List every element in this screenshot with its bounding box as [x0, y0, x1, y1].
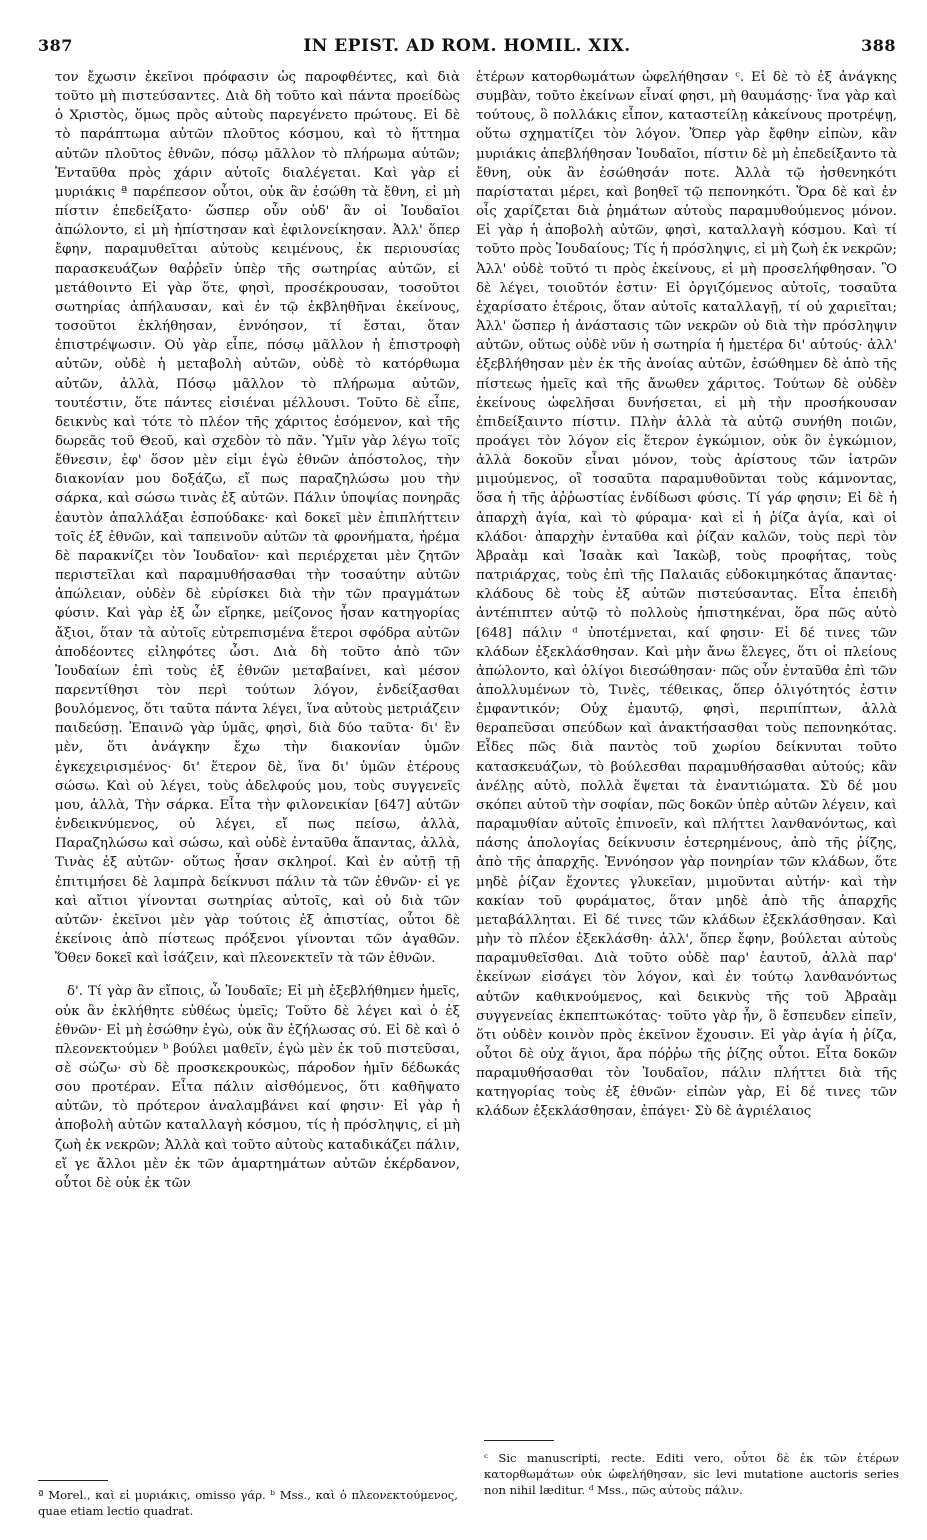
footnotes-right: ᶜ Sic manuscripti, recte. Editi vero, οὗτοι δὲ ἐκ τῶν ἑτέρων κατορθωμάτων οὐκ ὠφελήθησαν, sic levi mutatione auctoris series non nihil læditur. ᵈ Mss., πῶς αὐτοὺς πάλιν. [484, 1451, 899, 1497]
left-column [55, 68, 460, 1500]
running-title: IN EPIST. AD ROM. HOMIL. XIX. [303, 36, 631, 56]
page-number-right: 388 [861, 36, 896, 55]
footnote-rule-left [38, 1480, 108, 1481]
footnote-rule-right [484, 1440, 554, 1441]
page-number-left: 387 [38, 36, 73, 55]
right-paragraph-1: ἑτέρων κατορθωμάτων ὠφελήθησαν ᶜ. Εἰ δὲ τὸ ἐξ ἀνάγκης συμβὰν, τοῦτο ἐκείνων εἶναί φησι, μὴ θαυμάσῃς· ἵνα γὰρ καὶ τούτους, ὃ πολλάκις εἶπον, καταστείλῃ κἀκείνους προτρέψῃ, οὕτω σχηματίζει τὸν λόγον. Ὅπερ γὰρ ἔφθην εἰπὼν, κἂν μυριάκις ἀπεβλήθησαν Ἰουδαῖοι, πίστιν δὲ μὴ ἐπεδείξαντο τὰ ἔθνη, οὐκ ἂν ἐσώθησάν ποτε. Ἀλλὰ τῷ ἠσθενηκότι παρίσταται μέρει, καὶ βοηθεῖ τῷ πεπονηκότι. Ὅρα δὲ καὶ ἐν οἷς χαρίζεται διὰ ῥημάτων αὐτοὺς παραμυθούμενος μόνον. Εἰ γὰρ ἡ ἀποβολὴ αὐτῶν, φησὶ, καταλλαγὴ κόσμου. Καὶ τί τοῦτο πρὸς Ἰουδαίους; Τίς ἡ πρόσληψις, εἰ μὴ ζωὴ ἐκ νεκρῶν; Ἀλλ' οὐδὲ τοῦτό τι πρὸς ἐκείνους, εἰ μὴ προσελήφθησαν. Ὃ δὲ λέγει, τοιοῦτόν ἐστιν· Εἰ ὀργιζόμενος αὐτοῖς, τοσαῦτα ἐχαρίσατο ἑτέροις, ὅταν αὐτοῖς καταλλαγῇ, τί οὐ χαριεῖται; Ἀλλ' ὥσπερ ἡ ἀνάστασις τῶν νεκρῶν οὐ διὰ τὴν πρόσληψιν αὐτῶν, οὕτως οὐδὲ νῦν ἡ σωτηρία ἡ ἡμετέρα δι' αὐτούς· ἀλλ' ἐξεβλήθησαν μὲν ἐκ τῆς ἀνοίας αὐτῶν, ἐσώθημεν δὲ ἀπὸ τῆς πίστεως ἡμεῖς καὶ τῆς ἄνωθεν χάριτος. Τούτων δὲ οὐδὲν ἐκείνους ὠφελῆσαι δυνήσεται, εἰ μὴ τὴν προσήκουσαν ἐπιδείξαιντο πίστιν. Πλὴν ἀλλὰ τὰ αὐτῷ συνήθη ποιῶν, προάγει τὸν λόγον εἰς ἕτερον ἐγκώμιον, οὐκ ὂν ἐγκώμιον, ἀλλὰ δοκοῦν εἶναι μόνον, τοὺς ἀρίστους τῶν ἰατρῶν μιμούμενος, οἳ τοσαῦτα παραμυθοῦνται τοὺς κάμνοντας, ὅσα ἡ τῆς ἀῤῥωστίας ἐνδίδωσι φύσις. Τί γάρ φησιν; Εἰ δὲ ἡ ἀπαρχὴ ἁγία, καὶ τὸ φύραμα· καὶ εἰ ἡ ῥίζα ἁγία, καὶ οἱ κλάδοι· ἀπαρχὴν ἐνταῦθα καὶ ῥίζαν καλῶν, τοὺς περὶ τὸν Ἀβραὰμ καὶ Ἰσαὰκ καὶ Ἰακὼβ, τοὺς προφήτας, τοὺς πατριάρχας, τοὺς ἐπὶ τῆς Παλαιᾶς εὐδοκιμηκότας ἅπαντας· κλάδους δὲ τοὺς ἐξ αὐτῶν πιστεύσαντας. Εἶτα ἐπειδὴ ἀντέπιπτεν αὐτῷ τὸ πολλοὺς ἠπιστηκέναι, ὅρα πῶς αὐτὸ [648] πάλιν ᵈ ὑποτέμνεται, καί φησιν· Εἰ δέ τινες τῶν κλάδων ἐξεκλάσθησαν. Καὶ μὴν ἄνω ἔλεγες, ὅτι οἱ πλείους ἀπώλοντο, καὶ ὀλίγοι διεσώθησαν· πῶς οὖν ἐνταῦθα ἐπὶ τῶν ἀπολλυμένων τὸ, Τινὲς, τέθεικας, ὅπερ ὀλιγότητός ἐστιν ἐμφαντικόν; Οὐχ ἐμαυτῷ, φησὶ, περιπίπτων, ἀλλὰ θεραπεῦσαι σπεύδων καὶ ἀνακτήσασθαι τοὺς πεπονηκότας. Εἶδες πῶς διὰ παντὸς τοῦ χωρίου δείκνυται τοῦτο κατασκευάζων, τὸ βούλεσθαι παραμυθήσασθαι αὐτούς; κἂν ἀνέλῃς αὐτὸ, πολλὰ ἕψεται τὰ ἐναντιώματα. Σὺ δέ μου σκόπει αὐτοῦ τὴν σοφίαν, πῶς δοκῶν ὑπὲρ αὐτῶν λέγειν, καὶ παραμυθίαν αὐτοῖς ἐπινοεῖν, καὶ πλήττει λανθανόντως, καὶ πάσης ἀπολογίας δείκνυσιν ἐστερημένους, ἀπὸ τῆς ῥίζης, ἀπὸ τῆς ἀπαρχῆς. Ἐννόησον γὰρ πονηρίαν τῶν κλάδων, ὅτε μηδὲ ῥίζαν ἔχοντες γλυκεῖαν, μιμοῦνται αὐτήν· καὶ τὴν κακίαν τοῦ φυράματος, ὅταν μηδὲ ἀπὸ τῆς ἀπαρχῆς μεταβάλληται. Εἰ δέ τινες τῶν κλάδων ἐξεκλάσθησαν. Καὶ μὴν τὸ πλέον ἐξεκλάσθη· ἀλλ', ὅπερ ἔφην, βούλεται αὐτοὺς παραμυθεῖσθαι. Διὰ τοῦτο οὐδὲ παρ' ἑαυτοῦ, ἀλλὰ παρ' ἐκείνων εἰσάγει τὸν λόγον, καὶ ἐν τούτῳ λανθανόντως αὐτῶν καθικνούμενος, καὶ δεικνὺς τῆς τοῦ Ἀβραὰμ συγγενείας ἐκπεπτωκότας· τοῦτο γὰρ ἦν, ὃ ἔσπευδεν εἰπεῖν, ὅτι οὐδὲν κοινὸν πρὸς ἐκεῖνον ἔχουσιν. Εἰ γὰρ ἁγία ἡ ῥίζα, οὗτοι δὲ οὐχ ἅγιοι, ἄρα πόῤῥω τῆς ῥίζης οὗτοι. Εἶτα δοκῶν παραμυθήσασθαι τὸν Ἰουδαῖον, πάλιν πλήττει διὰ τῆς κατηγορίας τοὺς ἐξ ἐθνῶν· εἰπὼν γὰρ, Εἰ δέ τινες τῶν κλάδων ἐξεκλάσθησαν, ἐπάγει· Σὺ δὲ ἀγριέλαιος [476, 70, 897, 1120]
page-header [38, 36, 896, 60]
left-paragraph-1: τον ἔχωσιν ἐκεῖνοι πρόφασιν ὡς παροφθέντες, καὶ διὰ τοῦτο μὴ πιστεύσαντες. Διὰ δὴ τοῦτο καὶ πάντα προείδὼς ὁ Χριστὸς, ὅμως πρὸς αὐτοὺς παρεγένετο πρώτους. Εἰ δὲ τὸ παράπτωμα αὐτῶν πλοῦτος κόσμου, καὶ τὸ ἥττημα αὐτῶν πλοῦτος ἐθνῶν, πόσῳ μᾶλλον τὸ πλήρωμα αὐτῶν; Ἐνταῦθα πρὸς χάριν αὐτοῖς διαλέγεται. Καὶ γὰρ εἰ μυριάκις ª παρέπεσον οὗτοι, οὐκ ἂν ἐσώθη τὰ ἔθνη, εἰ μὴ πίστιν ἐπεδείξατο· ὥσπερ οὖν οὐδ' ἂν οἱ Ἰουδαῖοι ἀπώλοντο, εἰ μὴ ἠπίστησαν καὶ ἐφιλονείκησαν. Ἀλλ' ὅπερ ἔφην, παραμυθεῖται αὐτοὺς κειμένους, ἐκ περιουσίας παρασκευάζων θαῤῥεῖν ὑπὲρ τῆς σωτηρίας αὐτῶν, εἰ μετάθοιντο Εἰ γὰρ ὅτε, φησὶ, προσέκρουσαν, τοσοῦτοι σωτηρίας ἀπήλαυσαν, καὶ ἐν τῷ ἐκβληθῆναι ἐκείνους, τοσοῦτοι ἐκλήθησαν, ἐννόησον, τί ἔσται, ὅταν ἐπιστρέψωσιν. Οὐ γὰρ εἶπε, πόσῳ μᾶλλον ἡ ἐπιστροφὴ αὐτῶν, οὐδὲ ἡ μεταβολὴ αὐτῶν, οὐδὲ τὸ κατόρθωμα αὐτῶν, ἀλλὰ, Πόσῳ μᾶλλον τὸ πλήρωμα αὐτῶν, τουτέστιν, ὅτε πάντες εἰσιέναι μέλλουσι. Τοῦτο δὲ εἶπε, δεικνὺς καὶ τότε τὸ πλέον τῆς χάριτος ἐσόμενον, καὶ τῆς δωρεᾶς τοῦ Θεοῦ, καὶ σχεδὸν τὸ πᾶν. Ὑμῖν γὰρ λέγω τοῖς ἔθνεσιν, ἐφ' ὅσον μὲν εἰμι ἐγὼ ἐθνῶν ἀπόστολος, τὴν διακονίαν μου δοξάζω, εἴ πως παραζηλώσω μου τὴν σάρκα, καὶ σώσω τινὰς ἐξ αὐτῶν. Πάλιν ὑποψίας πονηρᾶς ἑαυτὸν ἀπαλλάξαι ἐσπούδακε· καὶ δοκεῖ μὲν ἐπιπλήττειν τοῖς ἐξ ἐθνῶν, καὶ ταπεινοῦν αὐτῶν τὰ φρονήματα, ἠρέμα δὲ παρακνίζει τὸν Ἰουδαῖον· καὶ περιέρχεται μὲν ζητῶν περιστεῖλαι καὶ παραμυθήσασθαι τὴν τοσαύτην αὐτῶν ἀπώλειαν, οὐδὲν δὲ εὑρίσκει διὰ τὴν τῶν πραγμάτων φύσιν. Καὶ γὰρ ἐξ ὧν εἴρηκε, μείζονος ἦσαν κατηγορίας ἄξιοι, ὅταν τὰ αὐτοῖς εὐτρεπισμένα ἕτεροι σφόδρα αὐτῶν ἀποδέοντες εἰληφότες ὦσι. Διὰ δὴ τοῦτο ἀπὸ τῶν Ἰουδαίων ἐπὶ τοὺς ἐξ ἐθνῶν μεταβαίνει, καὶ μέσον παρεντίθησι τὸν περὶ τούτων λόγον, ἐνδείξασθαι βουλόμενος, ὅτι ταῦτα πάντα λέγει, ἵνα αὐτοὺς μετριάζειν παιδεύσῃ. Ἐπαινῶ γὰρ ὑμᾶς, φησὶ, διὰ δύο ταῦτα· δι' ἓν μὲν, ὅτι ἀνάγκην ἔχω τὴν διακονίαν ὑμῶν ἐγκεχειρισμένος· δι' ἕτερον δὲ, ἵνα δι' ὑμῶν ἑτέρους σώσω. Καὶ οὐ λέγει, τοὺς ἀδελφούς μου, τοὺς συγγενεῖς μου, ἀλλὰ, Τὴν σάρκα. Εἶτα τὴν φιλονεικίαν [647] αὐτῶν ἐνδεικνύμενος, οὐ λέγει, εἴ πως πείσω, ἀλλὰ, Παραζηλώσω καὶ σώσω, καὶ οὐδὲ ἐνταῦθα ἅπαντας, ἀλλὰ, Τινὰς ἐξ αὐτῶν· οὕτως ἦσαν σκληροί. Καὶ ἐν αὐτῇ τῇ ἐπιτιμήσει δὲ λαμπρὰ δείκνυσι πάλιν τὰ τῶν ἐθνῶν· εἰ γε καὶ αἴτιοι γίνονται σωτηρίας αὐτοῖς, καὶ οὐ διὰ τῶν αὐτῶν· ἐκεῖνοι μὲν γὰρ τούτοις ἐξ ἀπιστίας, οὗτοι δὲ ἐκείνοις ἀπὸ πίστεως πρόξενοι γίνονται τῶν ἀγαθῶν. Ὅθεν δοκεῖ καὶ ἰσάζειν, καὶ πλεονεκτεῖν τὰ τῶν ἐθνῶν. [55, 70, 460, 967]
right-column [476, 68, 897, 1500]
footnotes-left: ª Morel., καὶ εἰ μυριάκις, omisso γάρ. ᵇ Mss., καὶ ὁ πλεονεκτούμενος, quae etiam lectio quadrat. [38, 1488, 458, 1518]
left-paragraph-2: δ'. Τί γὰρ ἂν εἴποις, ὦ Ἰουδαῖε; Εἰ μὴ ἐξεβλήθημεν ἡμεῖς, οὐκ ἂν ἐκλήθητε εὐθέως ὑμεῖς; Τοῦτο δὲ λέγει καὶ ὁ ἐξ ἐθνῶν· Εἰ μὴ ἐσώθην ἐγὼ, οὐκ ἂν ἐζήλωσας σύ. Εἰ δὲ καὶ ὁ πλεονεκτούμεν ᵇ βούλει μαθεῖν, ἐγὼ μὲν ἐκ τοῦ πιστεῦσαι, σὲ σώζω· σὺ δὲ προσκεκρουκὼς, πάροδον ἡμῖν δέδωκάς σου προτέραν. Εἶτα πάλιν αἰσθόμενος, ὅτι καθῆψατο αὐτῶν, τὸ πρότερον ἀναλαμβάνει καί φησιν· Εἰ γὰρ ἡ ἀποβολὴ αὐτῶν καταλλαγὴ κόσμου, τίς ἡ πρόσληψις, εἰ μὴ ζωὴ ἐκ νεκρῶν; Ἀλλὰ καὶ τοῦτο αὐτοὺς καταδικάζει πάλιν, εἴ γε ἄλλοι μὲν ἐκ τῶν ἁμαρτημάτων αὐτῶν ἐκέρδανον, οὗτοι δὲ οὐκ ἐκ τῶν [55, 984, 460, 1191]
